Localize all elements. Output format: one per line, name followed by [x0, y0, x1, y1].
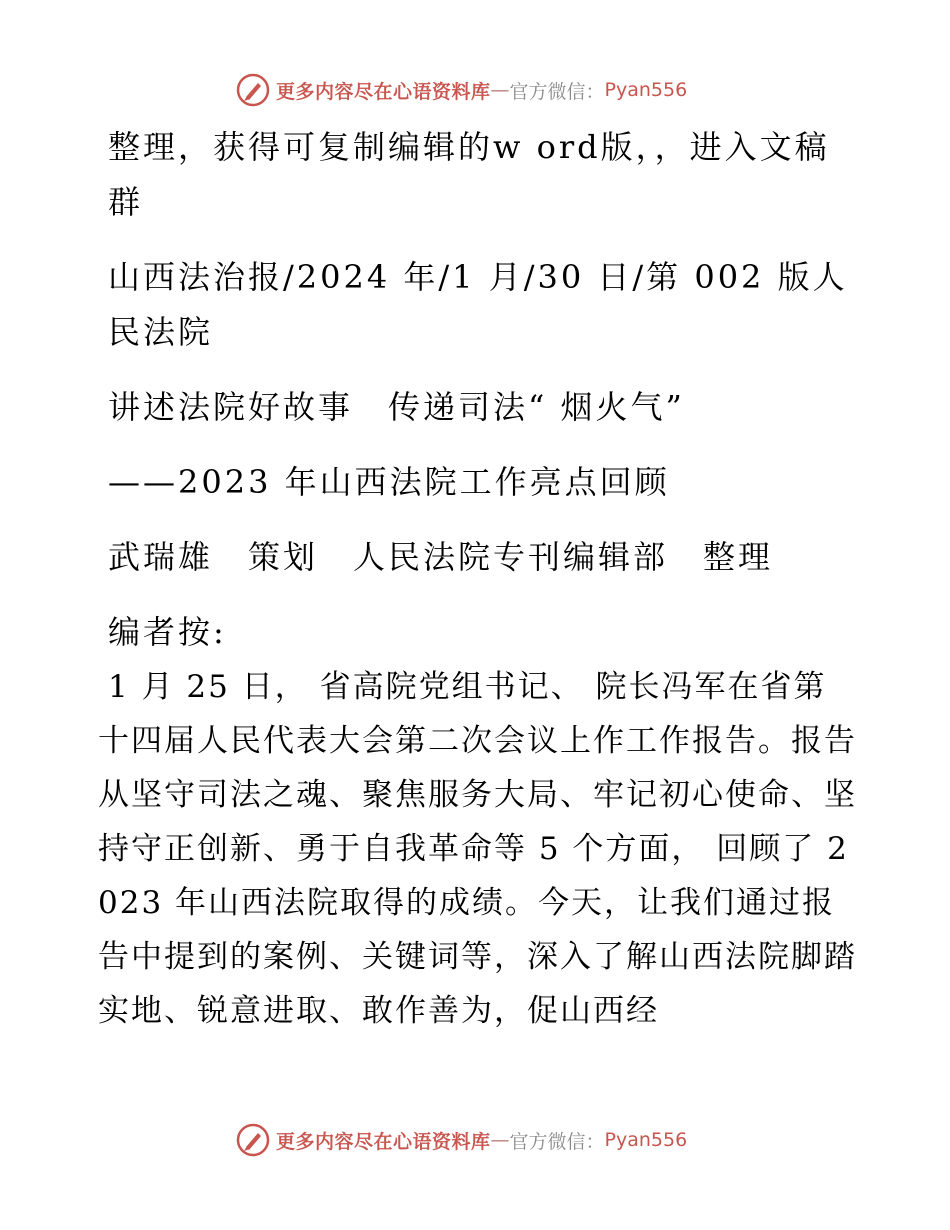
banner-dash: —	[490, 79, 510, 101]
banner-account: Pyan556	[604, 79, 688, 101]
document-body	[98, 120, 858, 1038]
footer-dash: —	[490, 1129, 510, 1151]
article-title: 讲述法院好故事 传递司法“ 烟火气”	[108, 388, 685, 426]
footer-label: 官方微信：	[509, 1130, 605, 1153]
footer-banner	[236, 1122, 687, 1158]
pen-logo-icon	[236, 73, 270, 107]
article-subtitle: ——2023 年山西法院工作亮点回顾	[108, 463, 670, 501]
banner-main-text: 更多内容尽在心语资料库	[276, 80, 491, 103]
pen-logo-icon	[236, 1123, 270, 1157]
source-line: 山西法治报/2024 年/1 月/30 日/第 002 版人民法院	[108, 258, 848, 351]
intro-line: 整理，获得可复制编辑的w ord版，，进入文稿群	[108, 128, 830, 221]
banner-label: 官方微信：	[509, 80, 605, 103]
editor-note-label: 编者按:	[108, 613, 227, 651]
editor-note-body: 1 月 25 日， 省高院党组书记、 院长冯军在省第十四届人民代表大会第二次会议上作工作报告。报告从坚守司法之魂、聚焦服务大局、牢记初心使命、坚持守正创新、勇于自我革命等 5 个方面， 回顾了 2023 年山西法院取得的成绩。今天，让我们通过报告中提到的案例、关键词等，深入了解山西法院脚踏实地、锐意进取、敢作善为，促山西经	[98, 669, 857, 1029]
footer-account: Pyan556	[604, 1129, 688, 1151]
byline: 武瑞雄 策划 人民法院专刊编辑部 整理	[108, 538, 774, 576]
footer-main-text: 更多内容尽在心语资料库	[276, 1130, 491, 1153]
header-banner	[236, 72, 687, 108]
